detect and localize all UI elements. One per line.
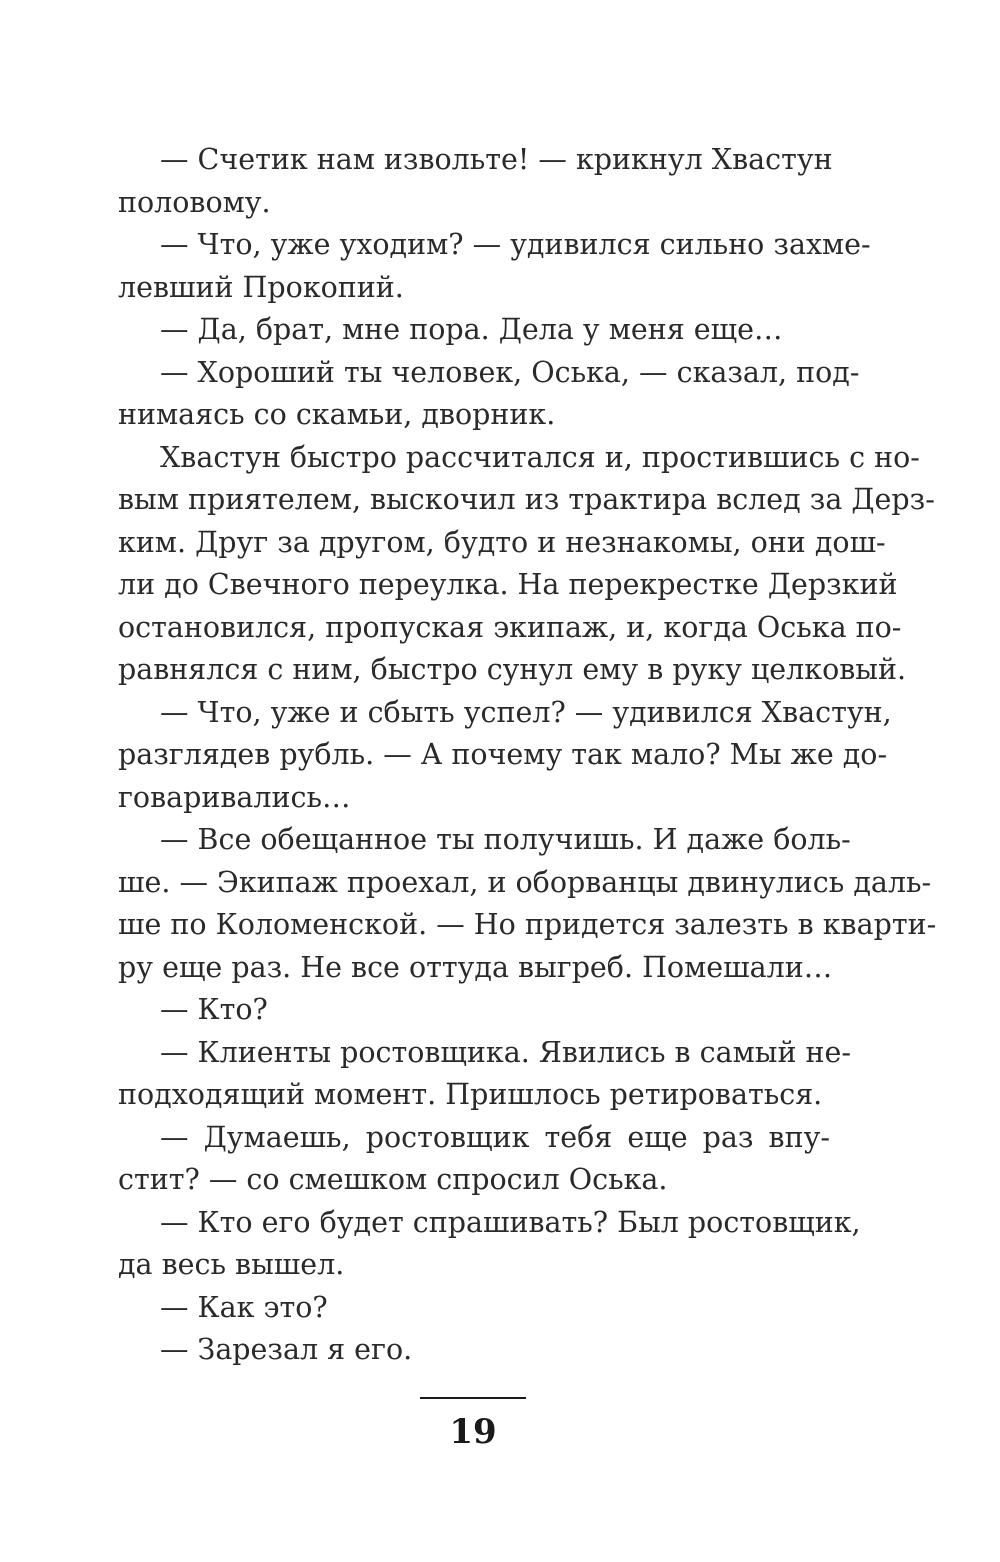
- text-line: — Да, брат, мне пора. Дела у меня еще…: [160, 313, 783, 346]
- text-line: ше по Коломенской. — Но придется залезть в кварти-: [118, 908, 937, 941]
- text-line: — Думаешь, ростовщик тебя еще раз впу-: [160, 1120, 830, 1154]
- text-line: — Кто?: [160, 993, 268, 1026]
- footer-divider: [420, 1397, 526, 1399]
- text-line: ким. Друг за другом, будто и незнакомы, они дош-: [118, 525, 886, 559]
- text-line: — Хороший ты человек, Оська, — сказал, под-: [160, 355, 860, 389]
- text-line: — Как это?: [160, 1290, 328, 1324]
- text-line: ли до Свечного переулка. На перекрестке Дерзкий: [118, 568, 898, 601]
- page-body-text: [118, 139, 937, 1372]
- text-line: — Счетик нам извольте! — крикнул Хвастун: [160, 143, 833, 176]
- text-line: — Зарезал я его.: [160, 1333, 413, 1366]
- text-line: — Кто его будет спрашивать? Был ростовщик,: [160, 1205, 861, 1239]
- text-line: ру еще раз. Не все оттуда выгреб. Помешали…: [118, 950, 833, 984]
- text-line: вым приятелем, выскочил из трактира вслед за Дерз-: [118, 483, 935, 516]
- text-line: нимаясь со скамьи, дворник.: [118, 398, 556, 431]
- text-line: — Что, уже уходим? — удивился сильно захме-: [160, 228, 871, 261]
- text-line: — Что, уже и сбыть успел? — удивился Хвастун,: [160, 695, 892, 729]
- text-line: — Клиенты ростовщика. Явились в самый не-: [160, 1035, 851, 1069]
- text-line: разглядев рубль. — А почему так мало? Мы же до-: [118, 738, 888, 771]
- text-line: остановился, пропуская экипаж, и, когда Оська по-: [118, 610, 902, 644]
- text-line: Хвастун быстро рассчитался и, простившись с но-: [160, 440, 920, 474]
- text-line: — Все обещанное ты получишь. И даже боль-: [160, 823, 851, 856]
- text-line: левший Прокопий.: [118, 270, 404, 304]
- text-line: да весь вышел.: [118, 1248, 345, 1281]
- text-line: равнялся с ним, быстро сунул ему в руку целковый.: [118, 653, 907, 686]
- text-line: половому.: [118, 185, 271, 219]
- text-line: подходящий момент. Пришлось ретироваться.: [118, 1078, 823, 1111]
- text-line: говаривались…: [118, 780, 351, 814]
- page-number: 19: [449, 1412, 497, 1452]
- text-line: стит? — со смешком спросил Оська.: [118, 1163, 668, 1196]
- text-line: ше. — Экипаж проехал, и оборванцы двинулись даль-: [118, 865, 932, 899]
